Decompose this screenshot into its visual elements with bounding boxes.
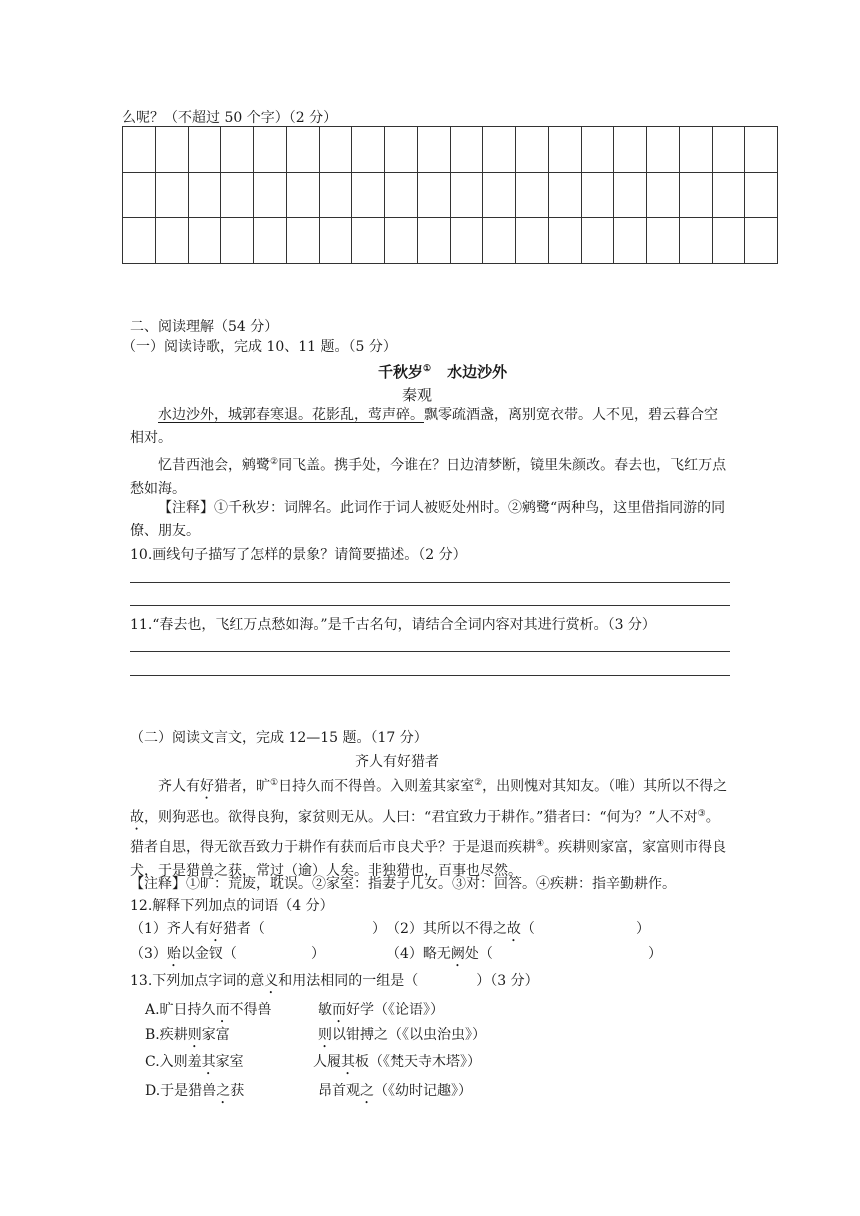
- dotted-word: 故: [506, 921, 521, 937]
- dotted-word: 阙: [450, 946, 465, 962]
- footnote-marker: ②: [270, 457, 279, 467]
- part-2-title: （二）阅读文言文，完成 12—15 题。（17 分）: [130, 730, 428, 746]
- option-d-compare: 昂首观之（《幼时记趣》）: [318, 1083, 472, 1099]
- q12-blank-2-close: ）: [636, 921, 650, 937]
- option-a-compare: 敏而好学（《论语》）: [318, 1002, 444, 1018]
- underlined-lines: 水边沙外，城郭春寒退。花影乱，莺声碎。: [158, 407, 424, 423]
- option-c-compare: 人履其板（《梵天寺木塔》）: [313, 1054, 481, 1070]
- q12-item-3: （3）贻以金钗（: [130, 946, 237, 962]
- grid-cell[interactable]: [450, 218, 483, 264]
- grid-cell[interactable]: [614, 172, 647, 218]
- grid-cell[interactable]: [221, 172, 254, 218]
- poem-stanza-2: 忆昔西池会，鹓鹭②同飞盖。携手处，今谁在？日边清梦断，镜里朱颜改。春去也，飞红万点愁如海。: [130, 457, 727, 497]
- footnote-marker: ④: [536, 839, 545, 850]
- grid-cell[interactable]: [123, 172, 156, 218]
- part-1-title: （一）阅读诗歌，完成 10、11 题。（5 分）: [122, 339, 397, 355]
- grid-cell[interactable]: [679, 218, 712, 264]
- dotted-word: 其: [341, 1054, 355, 1070]
- grid-cell[interactable]: [548, 127, 581, 173]
- grid-cell[interactable]: [483, 127, 516, 173]
- grid-cell[interactable]: [745, 218, 778, 264]
- answer-line[interactable]: [130, 582, 730, 583]
- grid-cell[interactable]: [614, 218, 647, 264]
- grid-cell[interactable]: [483, 172, 516, 218]
- prose-text: 齐人有好猎者，旷①日持久而不得兽。入则羞其家室②，出则愧对其知友。（唯）其所以不得之故，则狗恶也。欲得良狗，家贫则无从。人曰：“君宜致力于耕作。”猎者曰：“何为？”人不对③。猎者自思，得无欲吾致力于耕作有获而后市良犬乎？于是退而疾耕④。疾耕则家富，家富则市得良犬，于是猎兽之获，常过（逾）人矣。非独猎也，百事也尽然。: [130, 778, 728, 879]
- grid-cell[interactable]: [516, 127, 549, 173]
- question-9-tail: 么呢？（不超过 50 个字）（2 分）: [122, 110, 338, 126]
- grid-row: [123, 127, 778, 173]
- grid-cell[interactable]: [581, 218, 614, 264]
- footnote-marker: ②: [474, 778, 483, 788]
- grid-cell[interactable]: [679, 127, 712, 173]
- dotted-word: 好: [200, 778, 214, 795]
- grid-cell[interactable]: [417, 172, 450, 218]
- poem-title: [378, 361, 507, 382]
- q12-item-1: （1）齐人有好猎者（: [130, 921, 265, 937]
- prose-title: 齐人有好猎者: [355, 754, 439, 770]
- prose-note: 【注释】①旷：荒废，耽误。②家室：指妻子儿女。③对：回答。④疾耕：指辛勤耕作。: [130, 876, 676, 892]
- grid-cell[interactable]: [286, 218, 319, 264]
- grid-cell[interactable]: [581, 127, 614, 173]
- grid-cell[interactable]: [319, 127, 352, 173]
- question-13: 13.下列加点字词的意义和用法相同的一组是（ ）（3 分）: [130, 973, 539, 989]
- grid-cell[interactable]: [745, 172, 778, 218]
- option-b-compare: 则以钳搏之（《以虫治虫》）: [318, 1027, 486, 1043]
- grid-cell[interactable]: [712, 172, 745, 218]
- poem-note: 【注释】①千秋岁：词牌名。此词作于词人被贬处州时。②鹓鹭“两种鸟，这里借指同游的同僚、朋友。: [130, 500, 726, 539]
- grid-cell[interactable]: [188, 172, 221, 218]
- grid-cell[interactable]: [352, 127, 385, 173]
- poem-title-sub: 水边沙外: [447, 363, 508, 381]
- option-c: C.入则羞其家室: [145, 1054, 244, 1070]
- grid-cell[interactable]: [286, 127, 319, 173]
- grid-cell[interactable]: [548, 172, 581, 218]
- grid-cell[interactable]: [679, 172, 712, 218]
- grid-cell[interactable]: [385, 218, 418, 264]
- dotted-word: 义: [264, 973, 279, 989]
- grid-cell[interactable]: [188, 127, 221, 173]
- grid-cell[interactable]: [417, 127, 450, 173]
- grid-cell[interactable]: [450, 172, 483, 218]
- option-b: B.疾耕则家富: [145, 1027, 230, 1043]
- grid-cell[interactable]: [286, 172, 319, 218]
- grid-cell[interactable]: [385, 172, 418, 218]
- footnote-marker: ③: [697, 808, 706, 819]
- grid-cell[interactable]: [254, 172, 287, 218]
- option-a: A.旷日持久而不得兽: [145, 1002, 272, 1018]
- grid-cell[interactable]: [155, 127, 188, 173]
- poem-title-main: 千秋岁: [378, 363, 424, 381]
- dotted-word: 则: [318, 1027, 332, 1043]
- answer-grid: [122, 126, 778, 264]
- dotted-word: 而: [332, 1002, 346, 1018]
- grid-cell[interactable]: [254, 127, 287, 173]
- grid-cell[interactable]: [745, 127, 778, 173]
- grid-cell[interactable]: [319, 218, 352, 264]
- question-12: 12.解释下列加点的词语（4 分）: [130, 898, 334, 914]
- grid-cell[interactable]: [221, 127, 254, 173]
- grid-cell[interactable]: [614, 127, 647, 173]
- q12-item-4: （4）略无阙处（: [386, 946, 493, 962]
- grid-cell[interactable]: [647, 218, 680, 264]
- option-d: D.于是猎兽之获: [145, 1083, 245, 1099]
- grid-cell[interactable]: [352, 218, 385, 264]
- grid-cell[interactable]: [155, 218, 188, 264]
- dotted-word: 而: [215, 1002, 230, 1018]
- grid-cell[interactable]: [712, 218, 745, 264]
- answer-line[interactable]: [130, 675, 730, 676]
- grid-cell[interactable]: [254, 218, 287, 264]
- dotted-word: 之: [360, 1083, 374, 1099]
- grid-cell[interactable]: [123, 218, 156, 264]
- dotted-word: 其: [201, 1054, 216, 1070]
- grid-row: [123, 218, 778, 264]
- q12-blank-4-close: ）: [648, 946, 662, 962]
- grid-row: [123, 172, 778, 218]
- section-title: 二、阅读理解（54 分）: [130, 319, 279, 335]
- q12-blank-1-close: ）: [372, 921, 386, 937]
- dotted-word: 故: [130, 809, 144, 826]
- q12-item-2: （2）其所以不得之故（: [386, 921, 535, 937]
- grid-cell[interactable]: [483, 218, 516, 264]
- grid-cell[interactable]: [123, 127, 156, 173]
- dotted-word: 之: [216, 1083, 231, 1099]
- grid-cell[interactable]: [647, 172, 680, 218]
- dotted-word: 好: [208, 921, 223, 937]
- question-11: 11.“春去也，飞红万点愁如海。”是千古名句，请结合全词内容对其进行赏析。（3 分）: [130, 617, 656, 633]
- footnote-marker: ①: [423, 364, 432, 374]
- grid-cell[interactable]: [516, 172, 549, 218]
- grid-cell[interactable]: [417, 218, 450, 264]
- grid-cell[interactable]: [319, 172, 352, 218]
- grid-cell[interactable]: [155, 172, 188, 218]
- grid-cell[interactable]: [647, 127, 680, 173]
- grid-cell[interactable]: [581, 172, 614, 218]
- q12-blank-3-close: ）: [311, 946, 325, 962]
- grid-cell[interactable]: [221, 218, 254, 264]
- grid-cell[interactable]: [188, 218, 221, 264]
- poem-author: 秦观: [402, 386, 433, 404]
- grid-cell[interactable]: [385, 127, 418, 173]
- dotted-word: 则: [187, 1027, 202, 1043]
- grid-cell[interactable]: [516, 218, 549, 264]
- grid-cell[interactable]: [450, 127, 483, 173]
- answer-line[interactable]: [130, 651, 730, 652]
- grid-cell[interactable]: [712, 127, 745, 173]
- answer-line[interactable]: [130, 605, 730, 606]
- question-10: 10.画线句子描写了怎样的景象？请简要描述。（2 分）: [130, 547, 467, 563]
- grid-cell[interactable]: [548, 218, 581, 264]
- grid-cell[interactable]: [352, 172, 385, 218]
- footnote-marker: ①: [270, 778, 279, 788]
- poem-stanza-1: 水边沙外，城郭春寒退。花影乱，莺声碎。飘零疏酒盏，离别宽衣带。人不见，碧云暮合空相对。: [130, 407, 718, 446]
- dotted-word: 贻: [166, 946, 181, 962]
